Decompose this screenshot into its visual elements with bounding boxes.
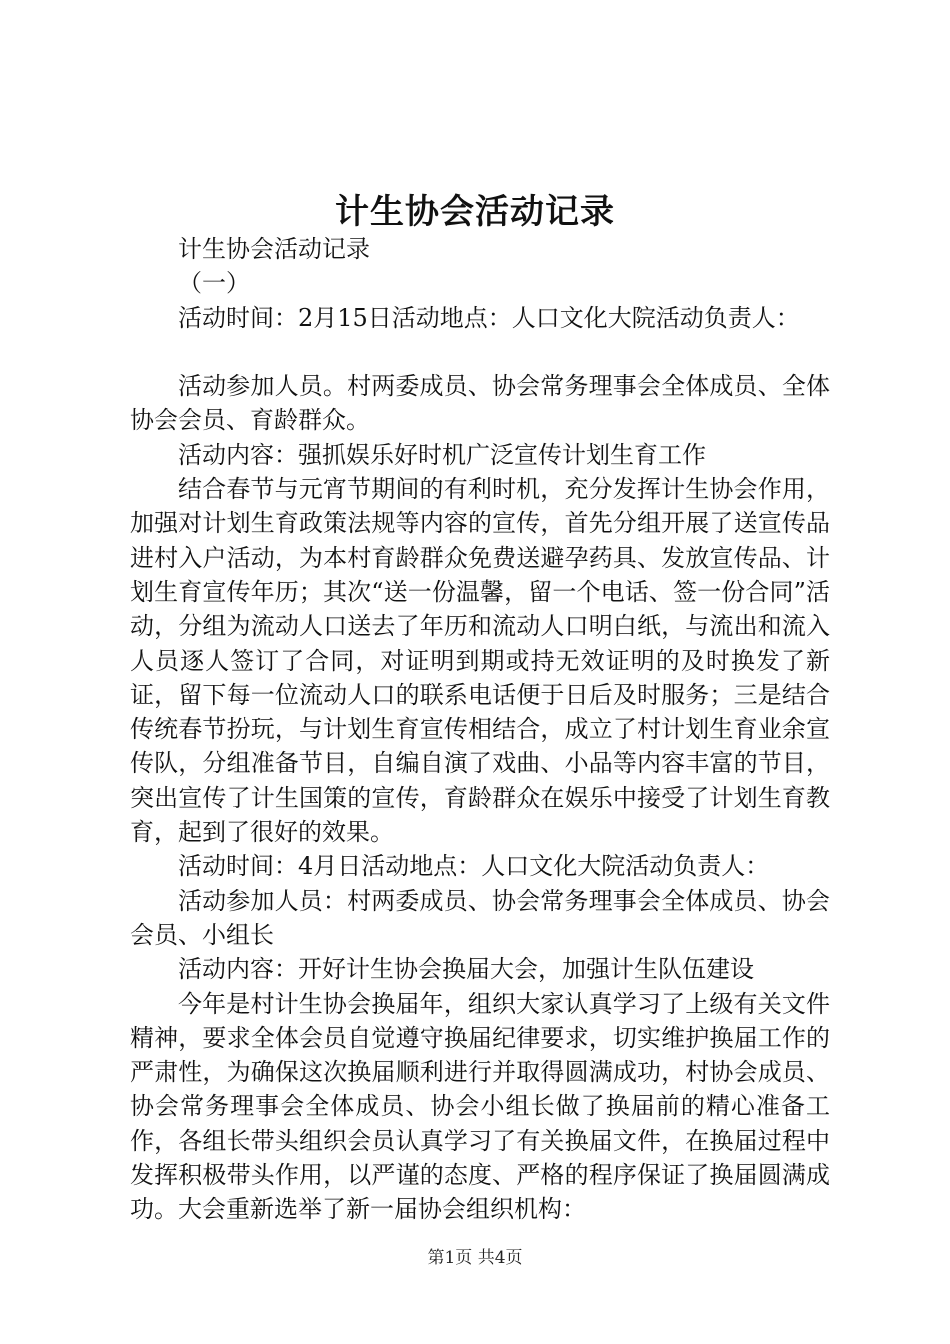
paragraph-subtitle: 计生协会活动记录 xyxy=(178,235,370,263)
paragraph-participants-1: 活动参加人员。村两委成员、协会常务理事会全体成员、全体协会会员、育龄群众。 xyxy=(130,372,830,435)
paragraph-section-number: （一） xyxy=(178,269,250,298)
paragraph-body-1: 结合春节与元宵节期间的有利时机，充分发挥计生协会作用，加强对计划生育政策法规等内容的宣传，首先分组开展了送宣传品进村入户活动，为本村育龄群众免费送避孕药具、发放宣传品、计划生育宣传年历；其次“送一份温馨，留一个电话、签一份合同”活动，分组为流动人口送去了年历和流动人口明白纸，与流出和流入人员逐人签订了合同，对证明到期或持无效证明的及时换发了新证，留下每一位流动人口的联系电话便于日后及时服务；三是结合传统春节扮玩，与计划生育宣传相结合，成立了村计划生育业余宣传队，分组准备节目，自编自演了戏曲、小品等内容丰富的节目，突出宣传了计生国策的宣传，育龄群众在娱乐中接受了计划生育教育，起到了很好的效果。 xyxy=(130,475,830,847)
page-footer: 第1页 共4页 xyxy=(427,1248,523,1268)
document-body xyxy=(130,232,830,1227)
paragraph-content-2: 活动内容：开好计生协会换届大会，加强计生队伍建设 xyxy=(178,955,754,984)
paragraph-participants-2: 活动参加人员：村两委成员、协会常务理事会全体成员、协会会员、小组长 xyxy=(130,886,830,949)
paragraph-body-2: 今年是村计生协会换届年，组织大家认真学习了上级有关文件精神，要求全体会员自觉遵守换届纪律要求，切实维护换届工作的严肃性，为确保这次换届顺利进行并取得圆满成功，村协会成员、协会常务理事会全体成员、协会小组长做了换届前的精心准备工作，各组长带头组织会员认真学习了有关换届文件，在换届过程中发挥积极带头作用，以严谨的态度、严格的程序保证了换届圆满成功。大会重新选举了新一届协会组织机构： xyxy=(130,989,830,1224)
paragraph-activity-time-2: 活动时间：4月日活动地点：人口文化大院活动负责人： xyxy=(178,852,770,881)
paragraph-activity-time-1: 活动时间：2月15日活动地点：人口文化大院活动负责人： xyxy=(178,303,800,332)
blank-line xyxy=(130,335,830,369)
document-title: 计生协会活动记录 xyxy=(335,192,615,232)
paragraph-content-1: 活动内容：强抓娱乐好时机广泛宣传计划生育工作 xyxy=(178,440,706,469)
